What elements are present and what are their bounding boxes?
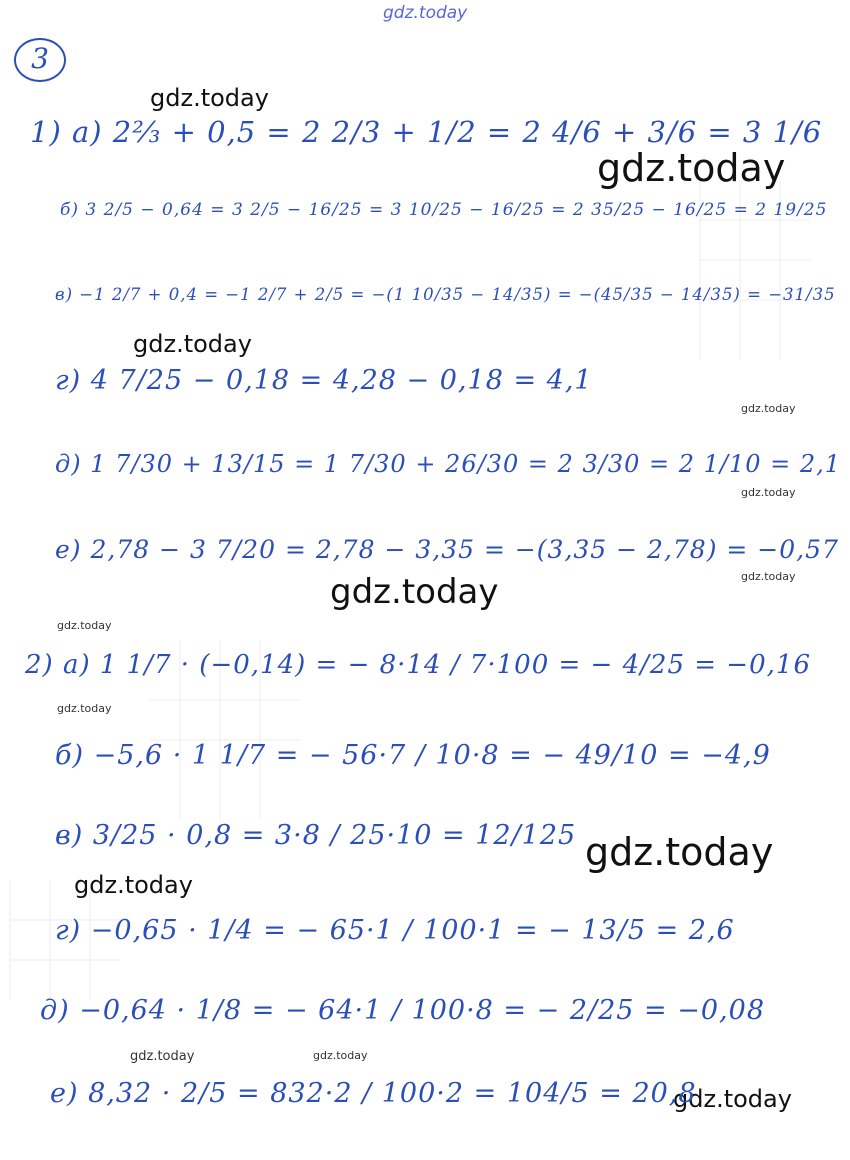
watermark: gdz.today bbox=[130, 1049, 195, 1064]
watermark: gdz.today bbox=[585, 830, 774, 874]
solution-2v: в) 3/25 · 0,8 = 3·8 / 25·10 = 12/125 bbox=[55, 820, 577, 851]
solution-1a: 1) а) 2⅔ + 0,5 = 2 2/3 + 1/2 = 2 4/6 + 3/6 = 3 1/6 bbox=[30, 115, 823, 149]
watermark: gdz.today bbox=[57, 619, 112, 632]
solution-2d: д) −0,64 · 1/8 = − 64·1 / 100·8 = − 2/25 = −0,08 bbox=[40, 995, 765, 1026]
watermark: gdz.today bbox=[313, 1049, 368, 1062]
solution-2e: е) 8,32 · 2/5 = 832·2 / 100·2 = 104/5 = 20,8 bbox=[50, 1078, 697, 1109]
watermark: gdz.today bbox=[133, 330, 252, 358]
watermark-top: gdz.today bbox=[383, 3, 468, 23]
watermark: gdz.today bbox=[741, 570, 796, 583]
solution-2g: г) −0,65 · 1/4 = − 65·1 / 100·1 = − 13/5 = 2,6 bbox=[55, 915, 735, 946]
task-number-circle bbox=[14, 38, 66, 82]
solution-1g: г) 4 7/25 − 0,18 = 4,28 − 0,18 = 4,1 bbox=[55, 365, 593, 396]
watermark: gdz.today bbox=[150, 84, 269, 112]
solution-1e: е) 2,78 − 3 7/20 = 2,78 − 3,35 = −(3,35 − 2,78) = −0,57 bbox=[55, 535, 839, 564]
solution-2a: 2) а) 1 1/7 · (−0,14) = − 8·14 / 7·100 = − 4/25 = −0,16 bbox=[25, 650, 811, 680]
task-number: 3 bbox=[31, 42, 49, 75]
watermark: gdz.today bbox=[74, 871, 193, 899]
watermark: gdz.today bbox=[673, 1085, 792, 1113]
solution-1v: в) −1 2/7 + 0,4 = −1 2/7 + 2/5 = −(1 10/35 − 14/35) = −(45/35 − 14/35) = −31/35 bbox=[55, 285, 836, 304]
solution-1b: б) 3 2/5 − 0,64 = 3 2/5 − 16/25 = 3 10/25 − 16/25 = 2 35/25 − 16/25 = 2 19/25 bbox=[60, 200, 828, 220]
solution-2b: б) −5,6 · 1 1/7 = − 56·7 / 10·8 = − 49/10 = −4,9 bbox=[55, 740, 771, 771]
watermark: gdz.today bbox=[57, 702, 112, 715]
watermark: gdz.today bbox=[741, 402, 796, 415]
watermark: gdz.today bbox=[330, 572, 499, 612]
watermark: gdz.today bbox=[741, 486, 796, 499]
solution-1d: д) 1 7/30 + 13/15 = 1 7/30 + 26/30 = 2 3/30 = 2 1/10 = 2,1 bbox=[55, 450, 842, 478]
watermark: gdz.today bbox=[597, 146, 786, 190]
